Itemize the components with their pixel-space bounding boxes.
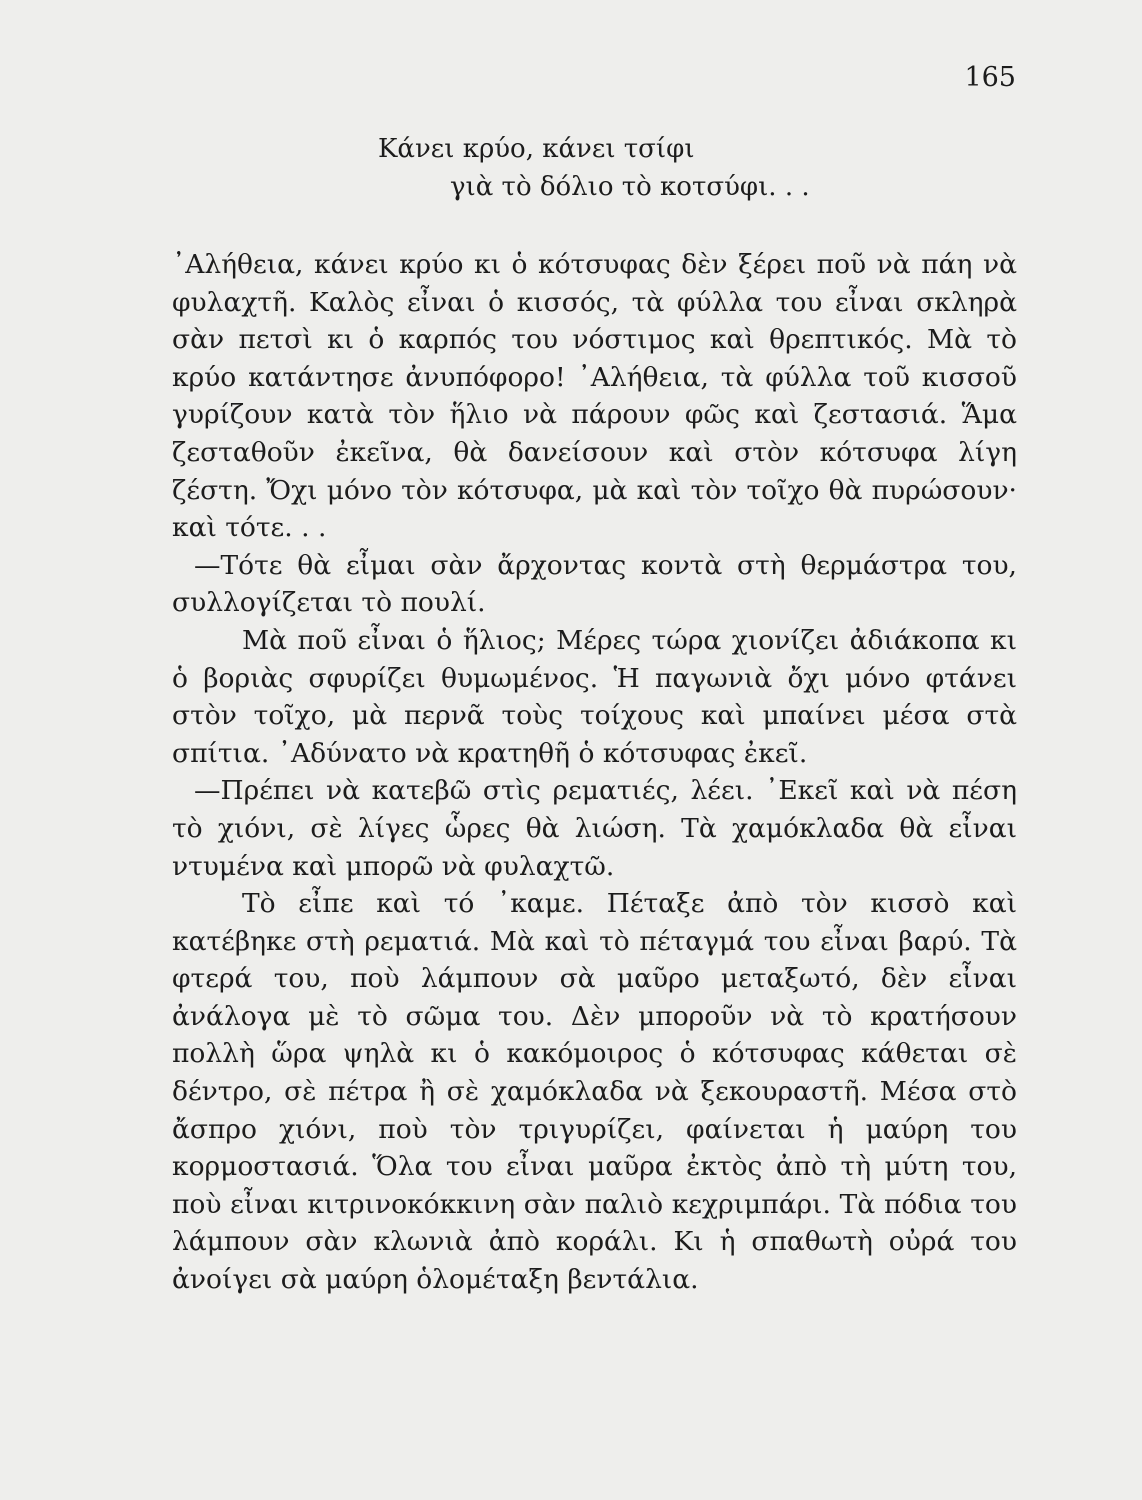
page-number: 165 — [964, 62, 1016, 93]
body-text — [172, 246, 1017, 1299]
paragraph: Τὸ εἶπε καὶ τό ᾽καμε. Πέταξε ἀπὸ τὸν κισσὸ καὶ κατέβηκε στὴ ρεματιά. Μὰ καὶ τὸ πέταγμά του εἶναι βαρύ. Τὰ φτερά του, ποὺ λάμπουν σὰ μαῦρο μεταξωτό, δὲν εἶναι ἀνάλογα μὲ τὸ σῶμα του. Δὲν μποροῦν νὰ τὸ κρατήσουν πολλὴ ὥρα ψηλὰ κι ὁ κακόμοιρος ὁ κότσυφας κάθεται σὲ δέντρο, σὲ πέτρα ἢ σὲ χαμόκλαδα νὰ ξεκουραστῆ. Μέσα στὸ ἄσπρο χιόνι, ποὺ τὸν τριγυρίζει, φαίνεται ἡ μαύρη του κορμοστασιά. Ὅλα του εἶναι μαῦρα ἐκτὸς ἀπὸ τὴ μύτη του, ποὺ εἶναι κιτρινοκόκκινη σὰν παλιὸ κεχριμπάρι. Τὰ πόδια του λάμπουν σὰν κλωνιὰ ἀπὸ κοράλι. Κι ἡ σπαθωτὴ οὐρά του ἀνοίγει σὰ μαύρη ὁλομέταξη βεντάλια. — [172, 888, 1017, 1296]
paragraph: ᾿Αλήθεια, κάνει κρύο κι ὁ κότσυφας δὲν ξέρει ποῦ νὰ πάη νὰ φυλαχτῆ. Καλὸς εἶναι ὁ κισσός, τὰ φύλλα του εἶναι σκληρὰ σὰν πετσὶ κι ὁ καρπός του νόστιμος καὶ θρεπτικός. Μὰ τὸ κρύο κατάντησε ἀνυπόφορο! ᾿Αλήθεια, τὰ φύλλα τοῦ κισσοῦ γυρίζουν κατὰ τὸν ἥλιο νὰ πάρουν φῶς καὶ ζεστασιά. Ἅμα ζεσταθοῦν ἐκεῖνα, θὰ δανείσουν καὶ στὸν κότσυφα λίγη ζέστη. Ὄχι μόνο τὸν κότσυφα, μὰ καὶ τὸν τοῖχο θὰ πυρώσουν· καὶ τότε. . . — [172, 249, 1017, 544]
verse-epigraph — [378, 130, 810, 206]
paragraph: —Τότε θὰ εἶμαι σὰν ἄρχοντας κοντὰ στὴ θερμάστρα του, συλλογίζεται τὸ πουλί. — [172, 549, 1017, 619]
verse-line: Κάνει κρύο, κάνει τσίφι — [378, 134, 695, 164]
verse-line: γιὰ τὸ δόλιο τὸ κοτσύφι. . . — [450, 172, 810, 202]
paragraph: —Πρέπει νὰ κατεβῶ στὶς ρεματιές, λέει. ᾿Εκεῖ καὶ νὰ πέση τὸ χιόνι, σὲ λίγες ὧρες θὰ λιώση. Τὰ χαμόκλαδα θὰ εἶναι ντυμένα καὶ μπορῶ νὰ φυλαχτῶ. — [172, 775, 1017, 882]
paragraph: Μὰ ποῦ εἶναι ὁ ἥλιος; Μέρες τώρα χιονίζει ἀδιάκοπα κι ὁ βοριὰς σφυρίζει θυμωμένος. Ἡ παγωνιὰ ὄχι μόνο φτάνει στὸν τοῖχο, μὰ περνᾶ τοὺς τοίχους καὶ μπαίνει μέσα στὰ σπίτια. ᾿Αδύνατο νὰ κρατηθῆ ὁ κότσυφας ἐκεῖ. — [172, 624, 1017, 769]
